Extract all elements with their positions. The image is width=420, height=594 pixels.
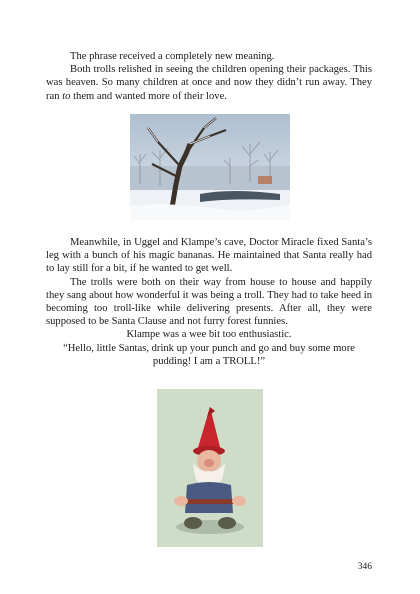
paragraph: Meanwhile, in Uggel and Klampe’s cave, Doctor Miracle fixed Santa’s leg with a bunch of his magic bananas. He maintained that Santa really had to lay still for a bit, if he wanted to get well. <box>46 237 372 275</box>
text-block-bottom <box>46 236 372 368</box>
centered-dialogue: “Hello, little Santas, drink up your punch and go and buy some more pudding! I am a TROLL!” <box>63 342 355 367</box>
winter-park-photo <box>130 114 290 220</box>
paragraph-text: them and wanted more of their love. <box>70 90 227 102</box>
paragraph <box>46 63 372 103</box>
page-number: 346 <box>357 562 372 572</box>
paragraph-text: Both trolls relished in seeing the children opening their packages. This was heaven. So many children at once and now they didn’t run away. They ran <box>46 64 372 102</box>
gnome-photo <box>157 389 263 547</box>
paragraph: The trolls were both on their way from house to house and happily they sang about how wonderful it was being a troll. They had to take heed in becoming too troll-like while delivering presents. After all, they were supposed to be Santa Clause and not furry forest funnies. <box>46 276 372 328</box>
emphasized-word: to <box>62 90 71 102</box>
text-block-top <box>46 50 372 103</box>
centered-line: Klampe was a wee bit too enthusiastic. <box>126 329 292 341</box>
paragraph: The phrase received a completely new meaning. <box>70 51 275 62</box>
